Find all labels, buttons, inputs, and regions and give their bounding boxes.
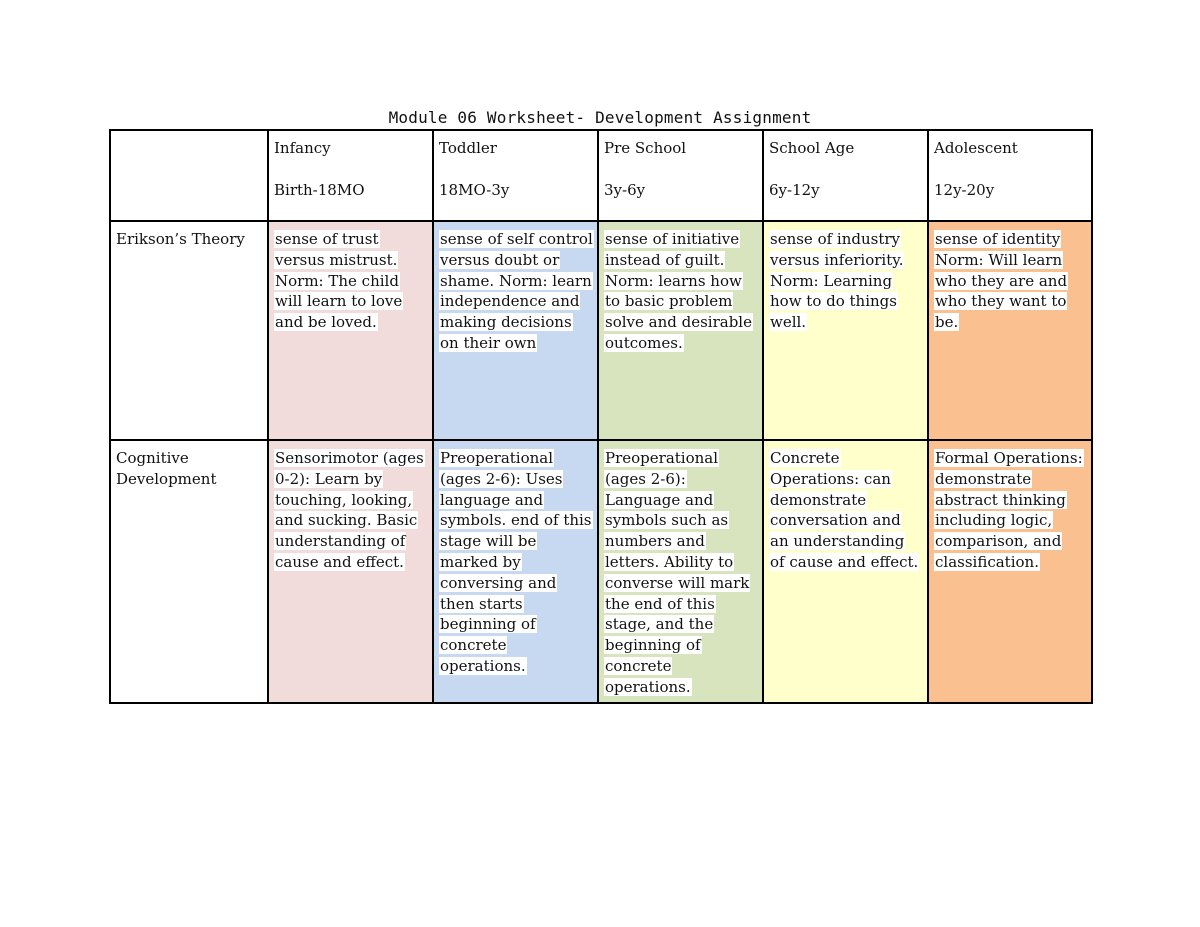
development-table bbox=[109, 129, 1093, 704]
erikson-cell-infancy bbox=[268, 221, 433, 440]
stage-range: Birth-18MO bbox=[274, 180, 365, 199]
cell-text: Preoperational (ages 2-6): Language and symbols such as numbers and letters. Ability to converse will mark the end of this stage, and the beginning of concrete operations. bbox=[605, 449, 750, 696]
corner-cell bbox=[110, 130, 268, 221]
cell-text: Formal Operations: demonstrate abstract thinking including logic, comparison, and classification. bbox=[935, 449, 1083, 571]
erikson-cell-adolescent bbox=[928, 221, 1092, 440]
stage-range: 18MO-3y bbox=[439, 180, 510, 199]
table-row-erikson bbox=[110, 221, 1092, 440]
table-header-row bbox=[110, 130, 1092, 221]
cell-text: sense of initiative instead of guilt. Norm: learns how to basic problem solve and desirable outcomes. bbox=[605, 230, 752, 352]
header-cell-toddler bbox=[433, 130, 598, 221]
cognitive-cell-adolescent bbox=[928, 440, 1092, 703]
erikson-cell-preschool bbox=[598, 221, 763, 440]
cognitive-cell-school-age bbox=[763, 440, 928, 703]
header-cell-school-age bbox=[763, 130, 928, 221]
row-label-cognitive: Cognitive Development bbox=[110, 440, 268, 703]
cell-text: sense of trust versus mistrust. Norm: The child will learn to love and be loved. bbox=[275, 230, 403, 332]
stage-name: Pre School bbox=[604, 139, 687, 157]
stage-range: 6y-12y bbox=[769, 180, 820, 199]
header-cell-infancy bbox=[268, 130, 433, 221]
stage-name: School Age bbox=[769, 139, 855, 157]
document-title: Module 06 Worksheet- Development Assignment bbox=[388, 108, 812, 127]
cell-text: sense of industry versus inferiority. Norm: Learning how to do things well. bbox=[770, 230, 904, 332]
row-label-erikson: Erikson’s Theory bbox=[110, 221, 268, 440]
cell-text: Sensorimotor (ages 0-2): Learn by touching, looking, and sucking. Basic understanding of cause and effect. bbox=[275, 449, 424, 571]
erikson-cell-school-age bbox=[763, 221, 928, 440]
stage-name: Toddler bbox=[439, 139, 497, 157]
header-cell-preschool bbox=[598, 130, 763, 221]
cell-text: sense of self control versus doubt or shame. Norm: learn independence and making decisions on their own bbox=[440, 230, 593, 352]
stage-name: Infancy bbox=[274, 139, 331, 157]
cognitive-cell-toddler bbox=[433, 440, 598, 703]
stage-range: 12y-20y bbox=[934, 180, 995, 199]
stage-name: Adolescent bbox=[934, 139, 1018, 157]
cognitive-cell-infancy bbox=[268, 440, 433, 703]
erikson-cell-toddler bbox=[433, 221, 598, 440]
table-row-cognitive bbox=[110, 440, 1092, 703]
cell-text: Preoperational (ages 2-6): Uses language and symbols. end of this stage will be marked by conversing and then starts beginning of concrete operations. bbox=[440, 449, 592, 675]
cell-text: Concrete Operations: can demonstrate conversation and an understanding of cause and effect. bbox=[770, 449, 919, 571]
stage-range: 3y-6y bbox=[604, 180, 646, 199]
header-cell-adolescent bbox=[928, 130, 1092, 221]
cognitive-cell-preschool bbox=[598, 440, 763, 703]
cell-text: sense of identity Norm: Will learn who they are and who they want to be. bbox=[935, 230, 1068, 332]
